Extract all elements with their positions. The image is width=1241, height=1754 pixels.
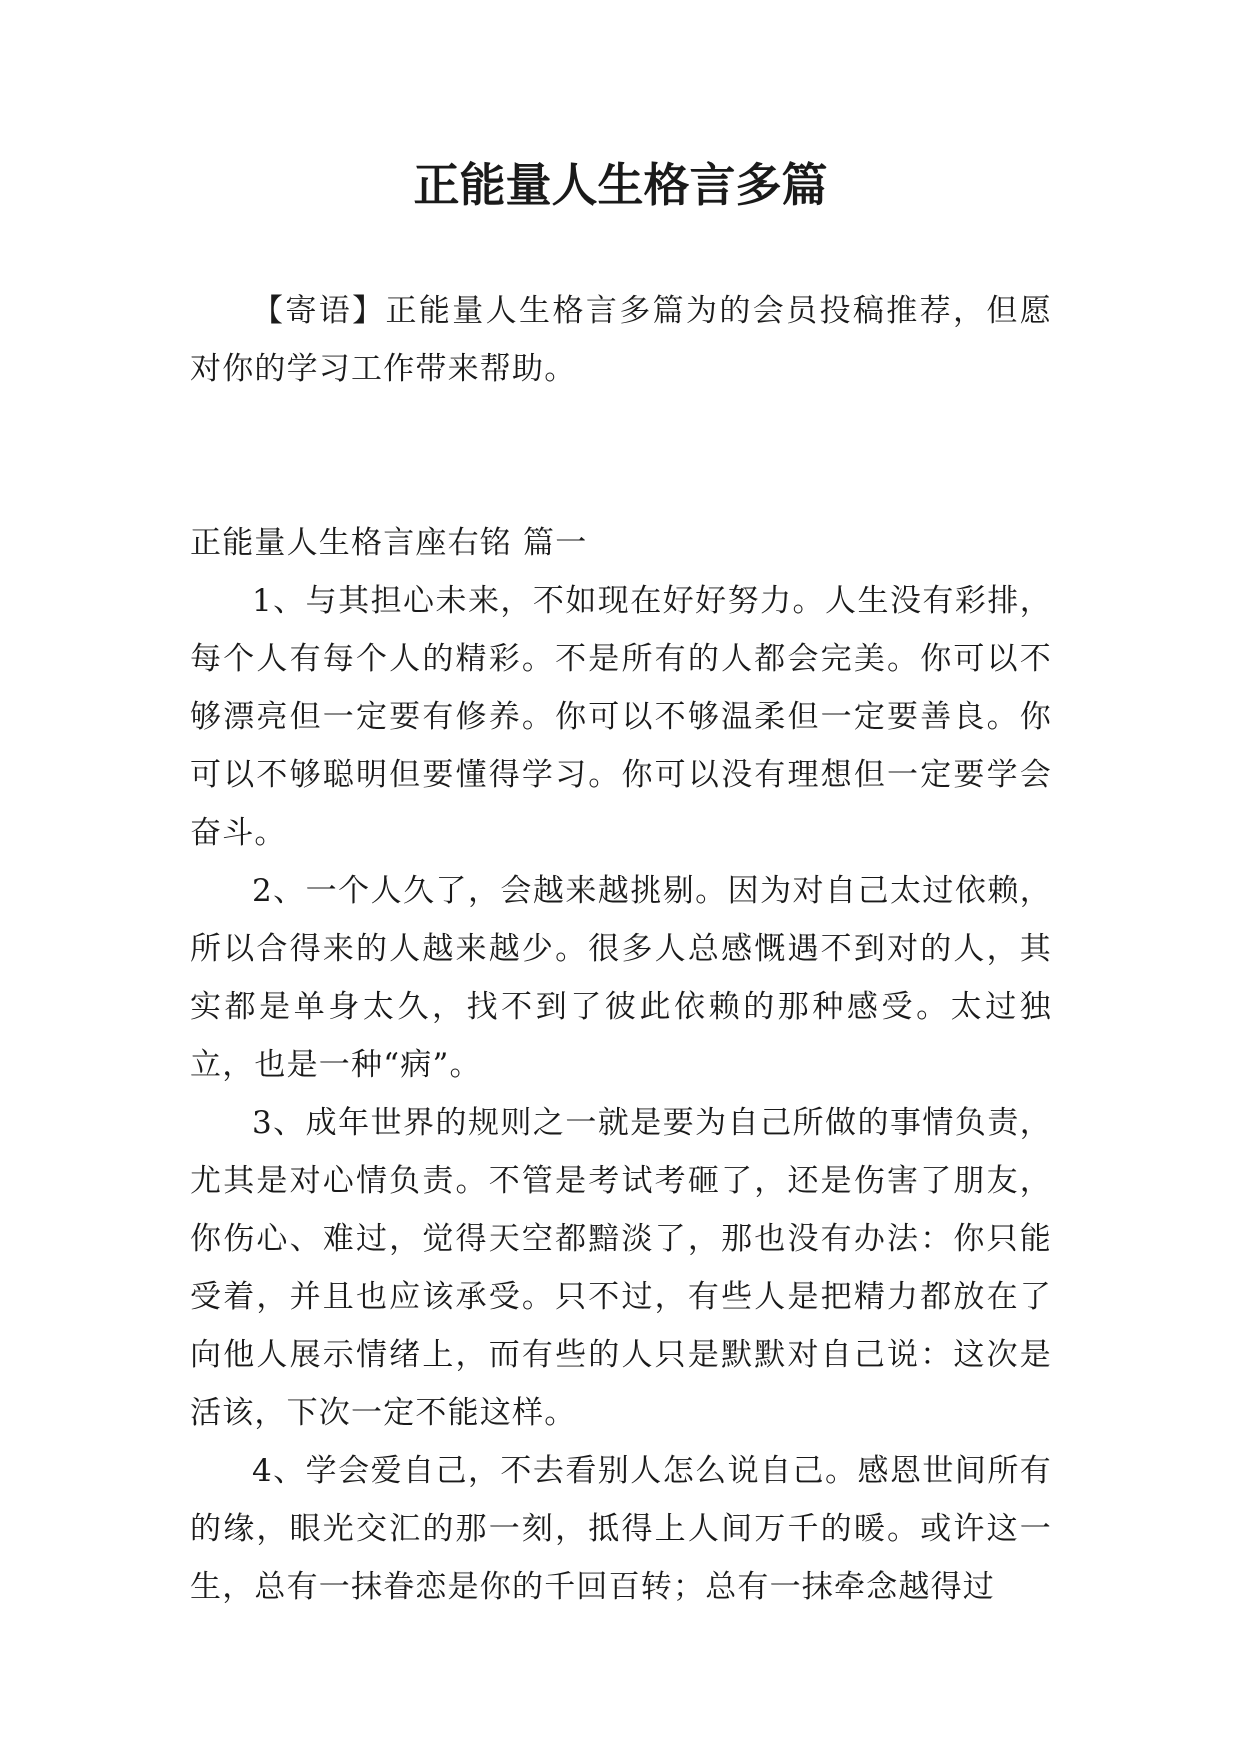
section-heading: 正能量人生格言座右铭 篇一 (190, 525, 588, 561)
document-title: 正能量人生格言多篇 (413, 158, 828, 212)
intro-paragraph: 【寄语】正能量人生格言多篇为的会员投稿推荐，但愿对你的学习工作带来帮助。 (190, 293, 1052, 387)
paragraph-3: 3、成年世界的规则之一就是要为自己所做的事情负责，尤其是对心情负责。不管是考试考砸了，还是伤害了朋友，你伤心、难过，觉得天空都黯淡了，那也没有办法：你只能受着，并且也应该承受。只不过，有些人是把精力都放在了向他人展示情绪上，而有些的人只是默默对自己说：这次是活该，下次一定不能这样。 (190, 1105, 1052, 1431)
paragraph-1: 1、与其担心未来，不如现在好好努力。人生没有彩排，每个人有每个人的精彩。不是所有的人都会完美。你可以不够漂亮但一定要有修养。你可以不够温柔但一定要善良。你可以不够聪明但要懂得学习。你可以没有理想但一定要学会奋斗。 (190, 583, 1052, 851)
paragraph-4: 4、学会爱自己，不去看别人怎么说自己。感恩世间所有的缘，眼光交汇的那一刻，抵得上人间万千的暖。或许这一生，总有一抹眷恋是你的千回百转；总有一抹牵念越得过 (190, 1453, 1052, 1605)
section-spacer (190, 398, 1052, 514)
document-body (190, 282, 1052, 1616)
paragraph-2: 2、一个人久了，会越来越挑剔。因为对自己太过依赖，所以合得来的人越来越少。很多人总感慨遇不到对的人，其实都是单身太久，找不到了彼此依赖的那种感受。太过独立，也是一种“病”。 (190, 873, 1052, 1083)
